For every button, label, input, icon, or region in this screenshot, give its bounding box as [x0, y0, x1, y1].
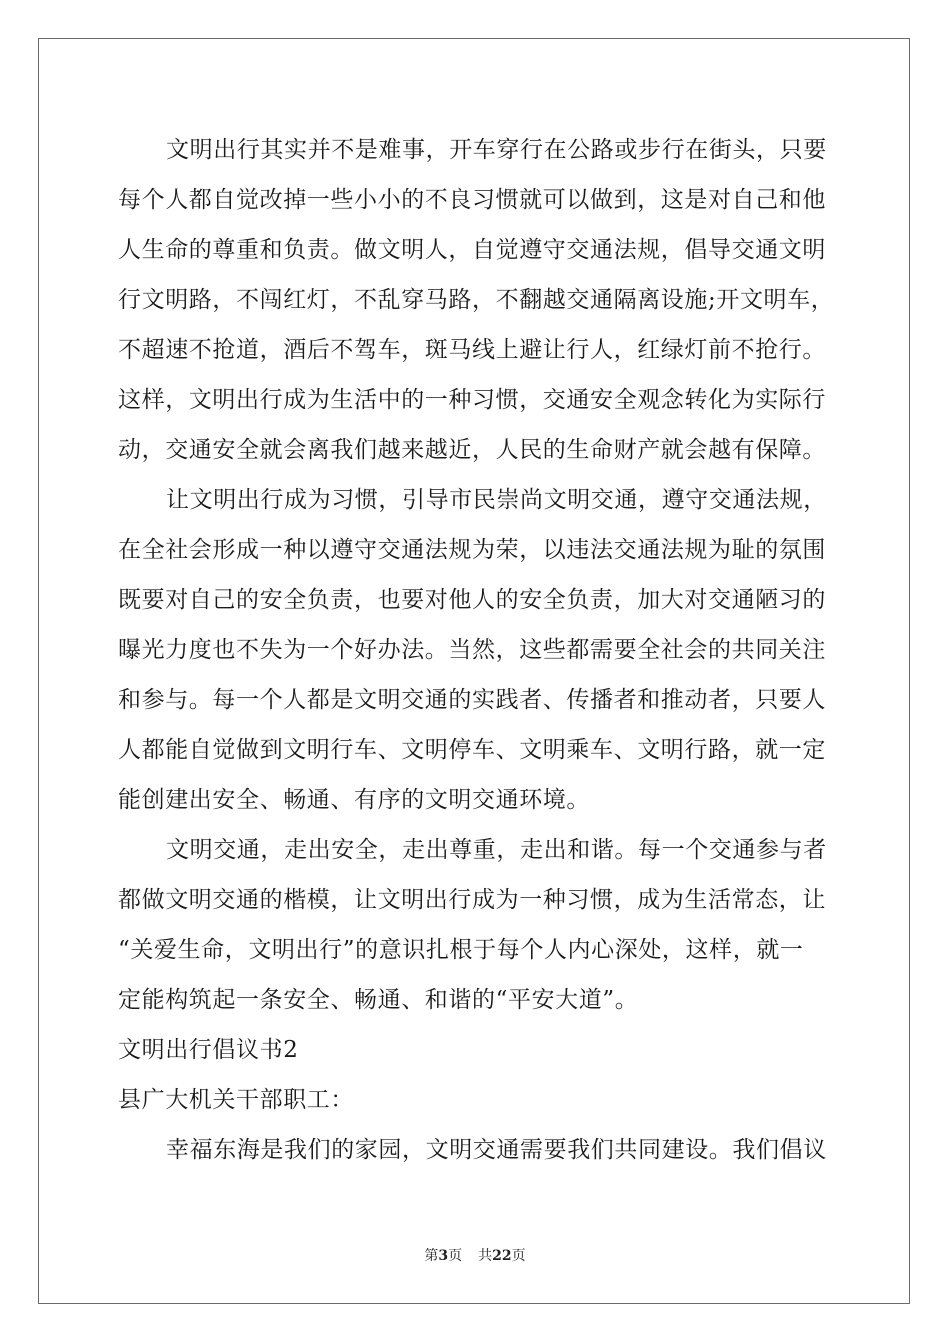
footer-page-prefix: 第 — [424, 1248, 439, 1264]
footer-total-prefix: 共 — [478, 1248, 493, 1264]
footer-total-suffix: 页 — [511, 1248, 526, 1264]
paragraph-1-line-1: 文明出行其实并不是难事，开车穿行在公路或步行在街头，只要 — [166, 137, 827, 163]
paragraph-2-line-6: 人都能自觉做到文明行车、文明停车、文明乘车、文明行路，就一定 — [118, 737, 826, 763]
paragraph-2-line-3: 既要对自己的安全负责，也要对他人的安全负责，加大对交通陋习的 — [118, 587, 826, 613]
footer-total-pages: 22 — [492, 1248, 512, 1264]
footer-page-number: 3 — [438, 1248, 449, 1264]
section-title: 文明出行倡议书2 — [118, 1037, 299, 1063]
paragraph-4-line-1: 幸福东海是我们的家园，文明交通需要我们共同建设。我们倡议 — [166, 1137, 827, 1163]
paragraph-3-line-4: 定能构筑起一条安全、畅通、和谐的“平安大道”。 — [118, 987, 639, 1013]
footer-page-suffix: 页 — [448, 1248, 463, 1264]
paragraph-1-line-7: 动，交通安全就会离我们越来越近，人民的生命财产就会越有保障。 — [118, 437, 826, 463]
paragraph-2-line-7: 能创建出安全、畅通、有序的文明交通环境。 — [118, 787, 590, 813]
paragraph-3-line-3: “关爱生命，文明出行”的意识扎根于每个人内心深处，这样，就一 — [118, 937, 804, 963]
paragraph-3-line-1: 文明交通，走出安全，走出尊重，走出和谐。每一个交通参与者 — [166, 837, 827, 863]
paragraph-3-line-2: 都做文明交通的楷模，让文明出行成为一种习惯，成为生活常态，让 — [118, 887, 826, 913]
paragraph-2-line-1: 让文明出行成为习惯，引导市民崇尚文明交通，遵守交通法规， — [166, 487, 827, 513]
salutation: 县广大机关干部职工： — [118, 1087, 354, 1113]
paragraph-1-line-2: 每个人都自觉改掉一些小小的不良习惯就可以做到，这是对自己和他 — [118, 187, 826, 213]
paragraph-1-line-3: 人生命的尊重和负责。做文明人，自觉遵守交通法规，倡导交通文明 — [118, 237, 826, 263]
paragraph-2-line-5: 和参与。每一个人都是文明交通的实践者、传播者和推动者，只要人 — [118, 687, 826, 713]
page-footer — [0, 1247, 950, 1265]
paragraph-2-line-2: 在全社会形成一种以遵守交通法规为荣，以违法交通法规为耻的氛围 — [118, 537, 826, 563]
paragraph-2-line-4: 曝光力度也不失为一个好办法。当然，这些都需要全社会的共同关注 — [118, 637, 826, 663]
paragraph-1-line-4: 行文明路，不闯红灯，不乱穿马路，不翻越交通隔离设施;开文明车， — [118, 287, 835, 313]
paragraph-1-line-6: 这样，文明出行成为生活中的一种习惯，交通安全观念转化为实际行 — [118, 387, 826, 413]
paragraph-1-line-5: 不超速不抢道，酒后不驾车，斑马线上避让行人，红绿灯前不抢行。 — [118, 337, 826, 363]
